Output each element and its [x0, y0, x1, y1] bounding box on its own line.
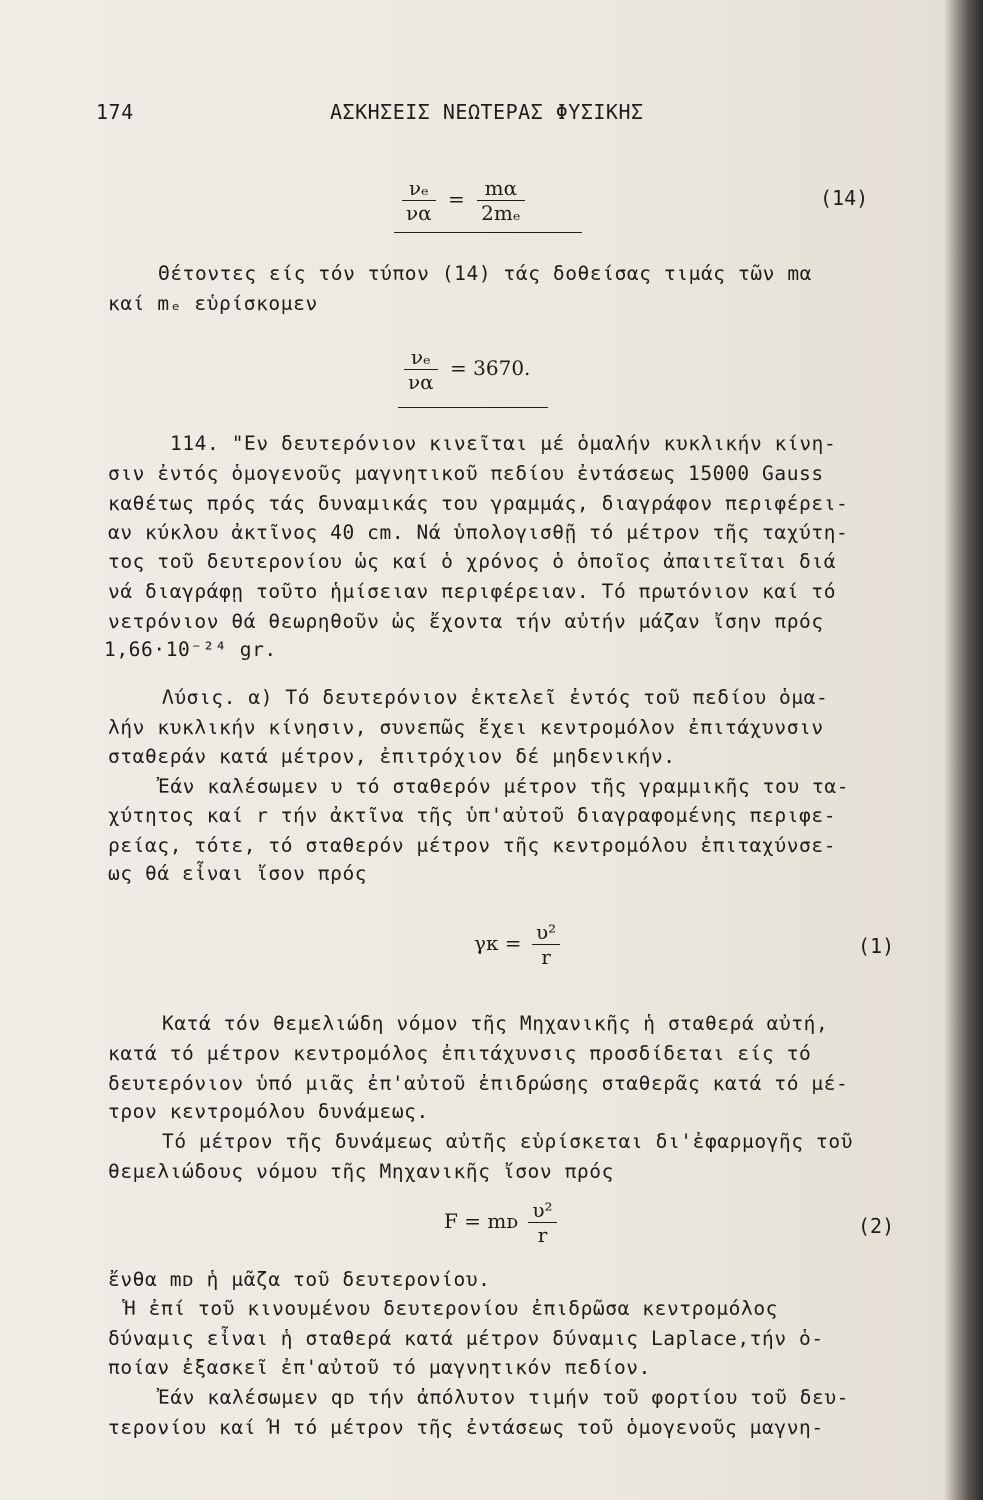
- page-number: 174: [96, 100, 134, 124]
- eq14-den-left: να: [402, 200, 436, 225]
- eq1-lhs: γκ =: [474, 931, 522, 955]
- para3-line-1: ἔνθα mᴅ ἡ μᾶζα τοῦ δευτερονίου.: [108, 1268, 491, 1291]
- eq2-den: r: [528, 1222, 556, 1247]
- eq14-label: (14): [820, 186, 869, 210]
- eq14-num-left: νₑ: [408, 176, 429, 200]
- para1-line-1: Θέτοντες είς τόν τύπον (14) τάς δοθείσας τιμάς τῶν mα: [158, 262, 813, 285]
- para2-line-1: Κατά τόν θεμελιώδη νόμον τῆς Μηχανικῆς ἡ σταθερά αὐτή,: [162, 1012, 829, 1035]
- problem-line-2: σιν ἐντός ὁμογενοῦς μαγνητικοῦ πεδίου ἐντάσεως 15000 Gauss: [108, 462, 824, 485]
- solution-line-2: λήν κυκλικήν κίνησιν, συνεπῶς ἔχει κεντρομόλον ἐπιτάχυνσιν: [108, 716, 824, 739]
- eq14-num-right: mα: [484, 176, 518, 200]
- equation-2: [444, 1198, 557, 1247]
- para2-line-3: δευτερόνιον ὑπό μιᾶς ἐπ'αὐτοῦ ἐπιδρώσης σταθερᾶς κατά τό μέ-: [108, 1072, 849, 1095]
- para3-line-6: τερονίου καί Ή τό μέτρον τῆς ἐντάσεως τοῦ ὁμογενοῦς μαγνη-: [108, 1416, 824, 1439]
- solution-line-3: σταθεράν κατά μέτρον, ἐπιτρόχιον δέ μηδενικήν.: [108, 745, 676, 768]
- solution-line-7: ως θά εἶναι ἴσον πρός: [108, 862, 368, 885]
- problem-line-4: αν κύκλου ἀκτῖνος 40 cm. Νά ὑπολογισθῇ τό μέτρον τῆς ταχύτη-: [108, 521, 849, 544]
- eq1-den: r: [532, 944, 560, 969]
- problem-line-7: νετρόνιον θά θεωρηθοῦν ὡς ἔχοντα τήν αὐτήν μάζαν ἴσην πρός: [108, 610, 824, 633]
- equation-1: [474, 920, 560, 969]
- para1-line-2: καί mₑ εὑρίσκομεν: [108, 292, 318, 315]
- para2-line-2: κατά τό μέτρον κεντρομόλος ἐπιτάχυνσις προσδίδεται είς τό: [108, 1042, 812, 1065]
- para2-line-5: Τό μέτρον τῆς δυνάμεως αὐτῆς εὑρίσκεται δι'ἐφαρμογῆς τοῦ: [162, 1130, 854, 1153]
- problem-line-8: 1,66·10⁻²⁴ gr.: [104, 638, 277, 661]
- equation-14: $\frac{\text{νₑ}}{\nu\alpha}$ = $\frac{m\alpha}{\text{2mₑ}}$: [402, 176, 525, 225]
- eq14-underline: [394, 232, 582, 233]
- para3-line-2: Ἡ ἐπί τοῦ κινουμένου δευτερονίου ἐπιδρῶσα κεντρομόλος: [124, 1297, 779, 1320]
- problem-line-3: καθέτως πρός τάς δυναμικάς του γραμμάς, διαγράφον περιφέρει-: [108, 492, 849, 515]
- ratio-underline: [398, 407, 548, 408]
- para2-line-6: θεμελιώδους νόμου τῆς Μηχανικῆς ἴσον πρός: [108, 1160, 614, 1183]
- solution-line-1: Λύσις. α) Τό δευτερόνιον ἐκτελεῖ ἐντός τοῦ πεδίου ὁμα-: [162, 686, 829, 709]
- ratio-den: να: [404, 369, 438, 394]
- para3-line-4: ποίαν ἐξασκεῖ ἐπ'αὐτοῦ τό μαγνητικόν πεδίον.: [108, 1356, 651, 1379]
- equation-ratio: [404, 345, 530, 394]
- problem-line-5: τος τοῦ δευτερονίου ὡς καί ὁ χρόνος ὁ ὁποῖος ἀπαιτεῖται διά: [108, 550, 837, 573]
- eq1-num: υ²: [535, 920, 557, 944]
- eq1-label: (1): [858, 934, 895, 958]
- eq2-lhs: F = mᴅ: [444, 1209, 519, 1233]
- running-title: ΑΣΚΗΣΕΙΣ ΝΕΩΤΕΡΑΣ ΦΥΣΙΚΗΣ: [330, 100, 644, 124]
- problem-line-6: νά διαγράφῃ τοῦτο ἡμίσειαν περιφέρειαν. Τό πρωτόνιον καί τό: [108, 580, 837, 603]
- para3-line-5: Ἐάν καλέσωμεν qᴅ τήν ἀπόλυτον τιμήν τοῦ φορτίου τοῦ δευ-: [158, 1386, 850, 1409]
- solution-line-4: Ἐάν καλέσωμεν υ τό σταθερόν μέτρον τῆς γραμμικῆς του τα-: [158, 775, 850, 798]
- solution-line-6: ρείας, τότε, τό σταθερόν μέτρον τῆς κεντρομόλου ἐπιταχύνσε-: [108, 834, 837, 857]
- para2-line-4: τρον κεντρομόλου δυνάμεως.: [108, 1100, 429, 1123]
- eq14-den-right: 2mₑ: [477, 200, 524, 225]
- para3-line-3: δύναμις εἶναι ἡ σταθερά κατά μέτρον δύναμις Laplace,τήν ὁ-: [108, 1327, 824, 1350]
- ratio-value: = 3670.: [450, 356, 531, 380]
- ratio-num: νₑ: [410, 345, 431, 369]
- eq2-label: (2): [858, 1214, 895, 1238]
- eq2-num: υ²: [532, 1198, 553, 1222]
- problem-line-1: 114. "Εν δευτερόνιον κινεῖται μέ ὁμαλήν κυκλικήν κίνη-: [170, 432, 837, 455]
- solution-line-5: χύτητος καί r τήν ἀκτῖνα τῆς ὑπ'αὐτοῦ διαγραφομένης περιφε-: [108, 804, 837, 827]
